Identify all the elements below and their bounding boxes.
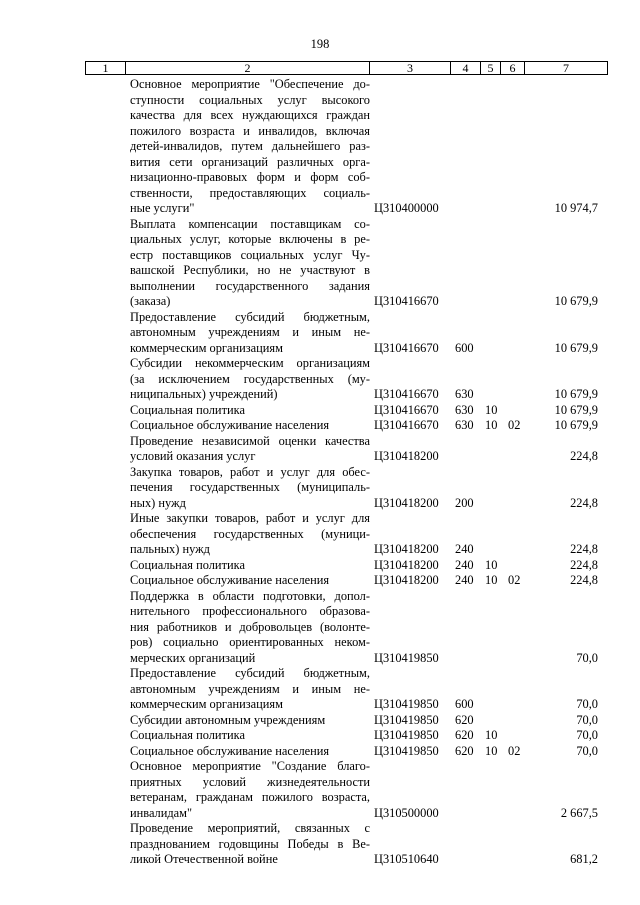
description-line: Социальная политика: [130, 728, 245, 742]
section: 10: [485, 418, 498, 432]
amount: 224,8: [570, 573, 598, 587]
row-description: [130, 217, 370, 310]
header-col-5: 5: [481, 62, 501, 74]
description-line: коммерческим организациям: [130, 697, 283, 711]
description-line: качества для всех нуждающихся граждан: [130, 108, 370, 122]
row-description: [130, 77, 370, 217]
description-line: печения государственных (муниципаль-: [130, 480, 370, 494]
section: 10: [485, 557, 498, 572]
description-line: Предоставление субсидий бюджетным,: [130, 309, 370, 324]
row-description: [130, 759, 370, 821]
subsection: 02: [508, 418, 521, 432]
description-line: ров) социально ориентированных неком-: [130, 635, 370, 649]
row-description: [130, 558, 370, 574]
expense-type: 240: [455, 557, 474, 572]
header-col-2: 2: [126, 62, 370, 74]
amount: 70,0: [576, 728, 598, 742]
description-line: Поддержка в области подготовки, допол-: [130, 588, 370, 603]
target-article-code: Ц310416670: [374, 387, 439, 401]
amount: 224,8: [570, 449, 598, 463]
description-line: Социальная политика: [130, 402, 245, 417]
target-article-code: Ц310418200: [374, 542, 439, 556]
table-row: [0, 310, 640, 357]
expense-type: 620: [455, 712, 474, 727]
amount: 681,2: [570, 852, 598, 866]
amount: 10 679,9: [554, 387, 598, 401]
amount: 224,8: [570, 557, 598, 572]
expense-type: 620: [455, 743, 474, 758]
description-line: нительного профессионального образова-: [130, 604, 370, 618]
row-description: [130, 434, 370, 465]
target-article-code: Ц310400000: [374, 201, 439, 215]
description-line: мерческих организаций: [130, 650, 256, 665]
table-row: [0, 217, 640, 310]
description-line: ных) нужд: [130, 495, 186, 510]
header-col-3: 3: [370, 62, 451, 74]
section: 10: [485, 743, 498, 758]
description-line: вития сети организаций различных орга-: [130, 154, 370, 169]
table-row: [0, 465, 640, 512]
target-article-code: Ц310416670: [374, 294, 439, 308]
amount: 2 667,5: [560, 805, 598, 820]
description-line: вашской Республики, но не участвуют в: [130, 263, 370, 277]
section: 10: [485, 573, 498, 587]
description-line: Иные закупки товаров, работ и услуг для: [130, 511, 370, 525]
table-row: [0, 558, 640, 574]
description-line: автономным учреждениям и иным не-: [130, 681, 370, 696]
row-description: [130, 465, 370, 512]
table-row: [0, 744, 640, 760]
table-row: [0, 434, 640, 465]
target-article-code: Ц310510640: [374, 852, 439, 866]
target-article-code: Ц310416670: [374, 340, 439, 355]
description-line: Проведение независимой оценки качества: [130, 433, 370, 448]
row-description: [130, 589, 370, 667]
subsection: 02: [508, 743, 521, 758]
description-line: выполнении государственного задания: [130, 278, 370, 293]
row-description: [130, 728, 370, 744]
expense-type: 630: [455, 418, 474, 432]
header-col-7: 7: [563, 61, 569, 75]
page-number: 198: [310, 37, 330, 51]
description-line: Основное мероприятие "Обеспечение до-: [130, 77, 370, 91]
table-row: [0, 573, 640, 589]
row-description: [130, 403, 370, 419]
section: 10: [485, 402, 498, 417]
expense-type: 200: [455, 495, 474, 510]
row-description: [130, 821, 370, 868]
amount: 10 679,9: [554, 340, 598, 355]
description-line: Выплата компенсации поставщикам со-: [130, 216, 370, 231]
row-description: [130, 744, 370, 760]
section: 10: [485, 728, 498, 742]
expense-type: 240: [455, 573, 474, 587]
table-row: [0, 356, 640, 403]
description-line: Социальное обслуживание населения: [130, 573, 330, 587]
amount: 10 974,7: [554, 201, 598, 215]
table-row: [0, 403, 640, 419]
target-article-code: Ц310419850: [374, 650, 439, 665]
description-line: Проведение мероприятий, связанных с: [130, 821, 370, 835]
description-line: пальных) нужд: [130, 542, 210, 556]
description-line: празднованием годовщины Победы в Ве-: [130, 836, 370, 851]
table-row: [0, 511, 640, 558]
row-description: [130, 511, 370, 558]
description-line: Социальная политика: [130, 557, 245, 572]
description-line: естр поставщиков социальных услуг Чу-: [130, 247, 370, 262]
amount: 10 679,9: [554, 402, 598, 417]
table-row: [0, 728, 640, 744]
description-line: обеспечения государственных (муници-: [130, 526, 370, 541]
target-article-code: Ц310416670: [374, 402, 439, 417]
description-line: детей-инвалидов, путем дальнейшего раз-: [130, 139, 370, 153]
table-body: [0, 77, 640, 868]
amount: 70,0: [576, 697, 598, 711]
description-line: Закупка товаров, работ и услуг для обес-: [130, 464, 370, 479]
amount: 10 679,9: [554, 418, 598, 432]
header-col-4: 4: [451, 62, 481, 74]
amount: 224,8: [570, 542, 598, 556]
header-col-6: 6: [501, 62, 525, 74]
description-line: Социальное обслуживание населения: [130, 743, 330, 758]
description-line: низационно-правовых форм и форм соб-: [130, 170, 370, 184]
target-article-code: Ц310419850: [374, 728, 439, 742]
description-line: Предоставление субсидий бюджетным,: [130, 666, 370, 680]
target-article-code: Ц310419850: [374, 712, 439, 727]
subsection: 02: [508, 573, 521, 587]
table-row: [0, 418, 640, 434]
description-line: циальных услуг, которые включены в ре-: [130, 232, 370, 246]
description-line: автономным учреждениям и иным не-: [130, 325, 370, 339]
row-description: [130, 573, 370, 589]
description-line: инвалидам": [130, 805, 193, 820]
expense-type: 600: [455, 697, 474, 711]
description-line: Субсидии автономным учреждениям: [130, 712, 326, 727]
description-line: Социальное обслуживание населения: [130, 418, 330, 432]
row-description: [130, 713, 370, 729]
amount: 70,0: [576, 743, 598, 758]
amount: 224,8: [570, 495, 598, 510]
description-line: (заказа): [130, 294, 171, 308]
description-line: ветеранам, гражданам пожилого возраста,: [130, 790, 370, 804]
description-line: ственности, предоставляющих социаль-: [130, 185, 370, 200]
description-line: условий оказания услуг: [130, 449, 256, 463]
expense-type: 600: [455, 340, 474, 355]
header-col-1: 1: [86, 62, 126, 74]
row-description: [130, 310, 370, 357]
table-row: [0, 759, 640, 821]
target-article-code: Ц310500000: [374, 805, 439, 820]
target-article-code: Ц310418200: [374, 557, 439, 572]
amount: 70,0: [576, 650, 598, 665]
row-description: [130, 356, 370, 403]
table-row: [0, 666, 640, 713]
description-line: ния работников и добровольцев (волонте-: [130, 619, 370, 634]
amount: 10 679,9: [554, 294, 598, 308]
table-row: [0, 821, 640, 868]
expense-type: 240: [455, 542, 474, 556]
row-description: [130, 418, 370, 434]
table-row: [0, 713, 640, 729]
description-line: Основное мероприятие "Создание благо-: [130, 759, 370, 773]
row-description: [130, 666, 370, 713]
description-line: ступности социальных услуг высокого: [130, 92, 370, 107]
target-article-code: Ц310416670: [374, 418, 439, 432]
description-line: (за исключением государственных (му-: [130, 371, 370, 386]
target-article-code: Ц310418200: [374, 573, 439, 587]
description-line: ные услуги": [130, 201, 195, 215]
description-line: ниципальных) учреждений): [130, 387, 278, 401]
table-row: [0, 77, 640, 217]
target-article-code: Ц310418200: [374, 495, 439, 510]
description-line: приятных условий жизнедеятельности: [130, 774, 370, 789]
description-line: коммерческим организациям: [130, 340, 283, 355]
description-line: ликой Отечественной войне: [130, 852, 278, 866]
expense-type: 620: [455, 728, 474, 742]
target-article-code: Ц310419850: [374, 743, 439, 758]
table-header: [85, 61, 608, 75]
description-line: пожилого возраста и инвалидов, включая: [130, 123, 370, 138]
target-article-code: Ц310418200: [374, 449, 439, 463]
table-row: [0, 589, 640, 667]
expense-type: 630: [455, 387, 474, 401]
description-line: Субсидии некоммерческим организациям: [130, 356, 370, 370]
amount: 70,0: [576, 712, 598, 727]
expense-type: 630: [455, 402, 474, 417]
target-article-code: Ц310419850: [374, 697, 439, 711]
